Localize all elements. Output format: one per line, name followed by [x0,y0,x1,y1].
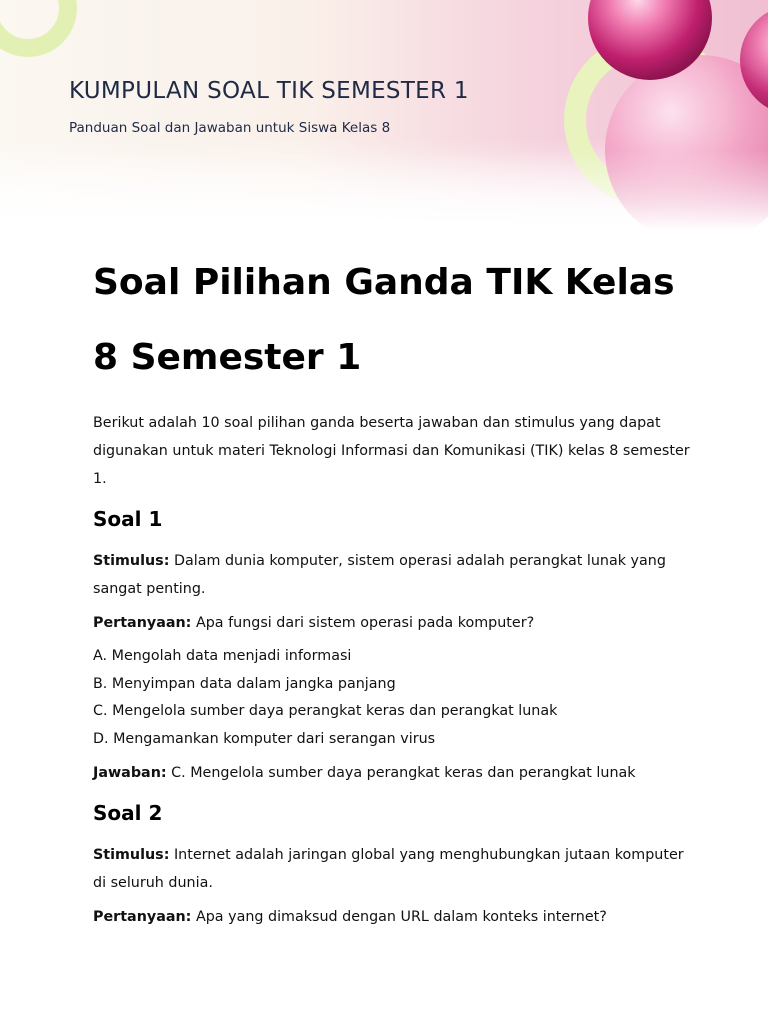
soal-2-question [93,903,693,931]
soal-1-answer-text: C. Mengelola sumber daya perangkat keras dan perangkat lunak [166,765,636,781]
soal-1-stimulus [93,547,693,603]
document-title-line-1: Soal Pilihan Ganda TIK Kelas [93,262,675,303]
soal-1-option-b: B. Menyimpan data dalam jangka panjang [93,675,396,692]
soal-2-stimulus-text: Internet adalah jaringan global yang menghubungkan jutaan komputer di seluruh dunia. [93,847,684,891]
stimulus-label: Stimulus: [93,553,170,569]
soal-1-heading: Soal 1 [93,507,163,531]
question-label: Pertanyaan: [93,615,192,631]
soal-1-question [93,609,693,637]
soal-1-stimulus-text: Dalam dunia komputer, sistem operasi adalah perangkat lunak yang sangat penting. [93,553,666,597]
soal-2-section [93,797,693,931]
soal-1-options [93,643,693,753]
document-title [93,245,693,395]
header-title: KUMPULAN SOAL TIK SEMESTER 1 [69,78,469,104]
soal-1-option-a: A. Mengolah data menjadi informasi [93,648,352,664]
document-body [93,245,693,931]
document-title-line-2: 8 Semester 1 [93,337,362,378]
question-label: Pertanyaan: [93,909,192,925]
soal-1-option-d: D. Mengamankan komputer dari serangan virus [93,730,436,747]
intro-paragraph: Berikut adalah 10 soal pilihan ganda beserta jawaban dan stimulus yang dapat digunakan untuk materi Teknologi Informasi dan Komunikasi (TIK) kelas 8 semester 1. [93,415,690,487]
soal-2-stimulus [93,841,693,897]
soal-1-question-text: Apa fungsi dari sistem operasi pada komputer? [191,615,535,631]
stimulus-label: Stimulus: [93,847,170,863]
header-subtitle: Panduan Soal dan Jawaban untuk Siswa Kelas 8 [69,120,391,136]
soal-1-section [93,503,693,787]
green-ring-shape [0,0,68,48]
soal-1-option-c: C. Mengelola sumber daya perangkat keras dan perangkat lunak [93,703,558,719]
soal-2-heading: Soal 2 [93,801,163,825]
answer-label: Jawaban: [93,765,167,781]
header-banner [0,0,768,230]
soal-2-question-text: Apa yang dimaksud dengan URL dalam konteks internet? [191,909,607,925]
soal-1-answer [93,759,693,787]
header-fade [0,150,768,230]
